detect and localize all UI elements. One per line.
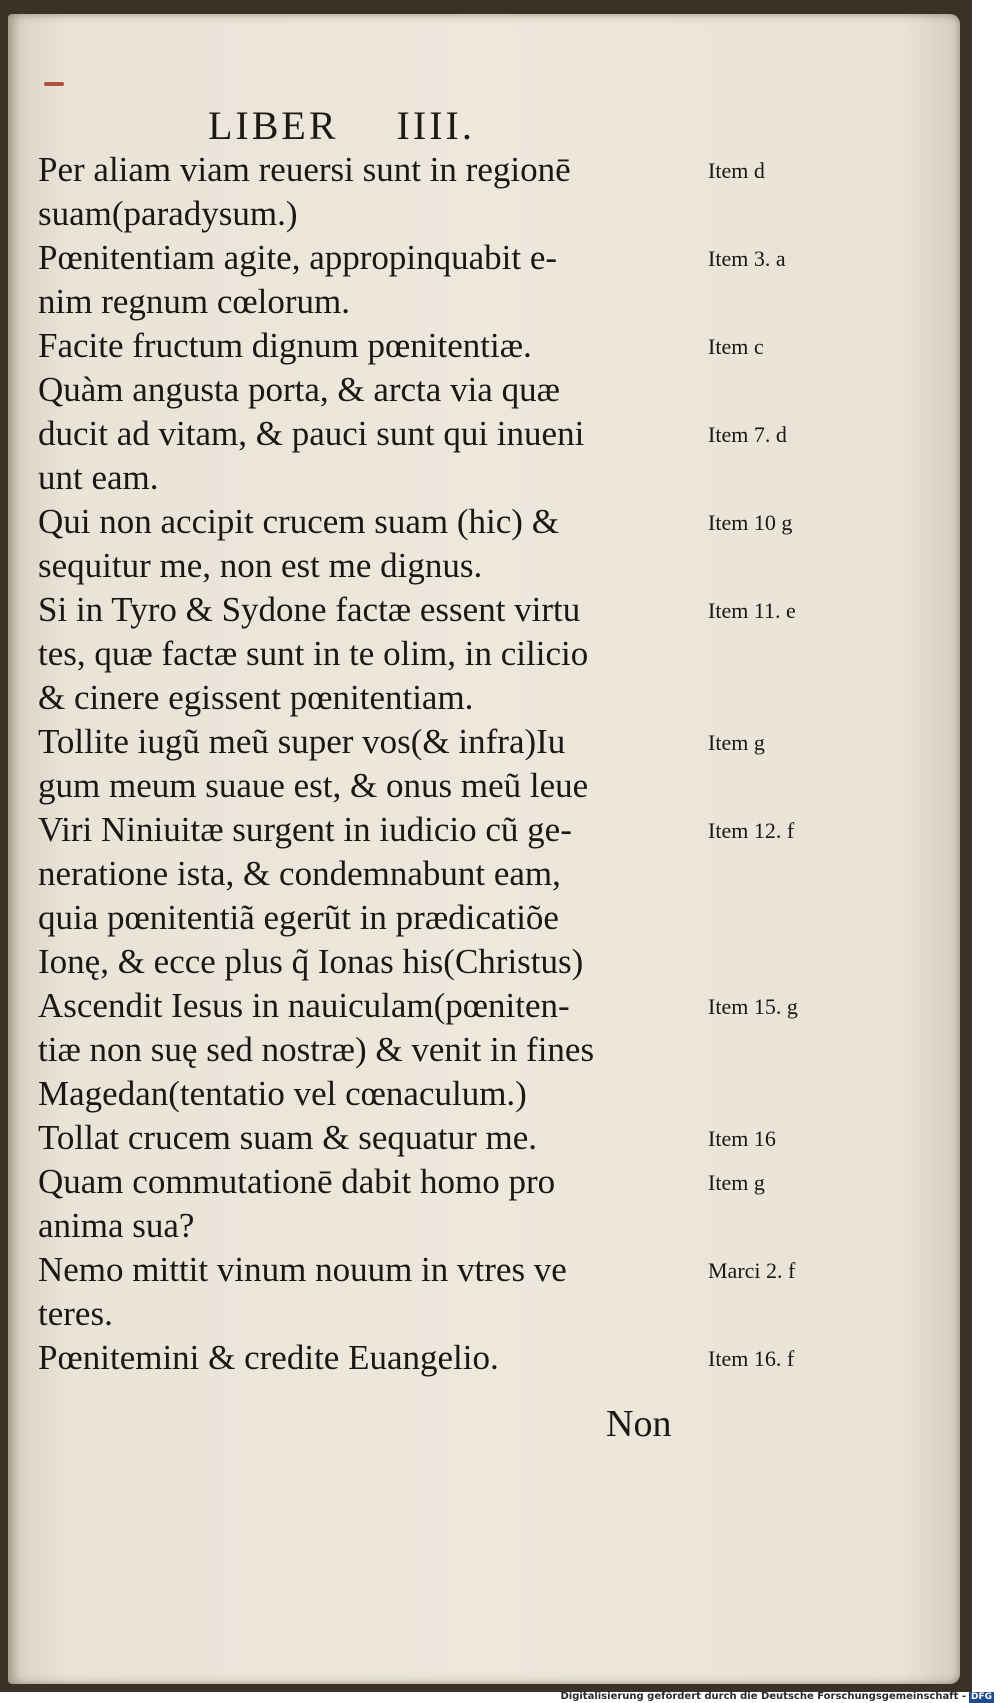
text-line: Magedan(tentatio vel cœnaculum.) <box>38 1074 527 1113</box>
text-line: anima sua? <box>38 1206 195 1245</box>
text-line: Viri Niniuitæ surgent in iudicio cũ ge- <box>38 810 572 849</box>
header-liber: LIBER <box>208 103 339 148</box>
text-line: Facite fructum dignum pœnitentiæ. <box>38 326 532 365</box>
text-line: neratione ista, & condemnabunt eam, <box>38 854 561 893</box>
text-line: ducit ad vitam, & pauci sunt qui inueni <box>38 414 585 453</box>
main-text <box>38 148 698 1380</box>
text-line: nim regnum cœlorum. <box>38 282 351 321</box>
text-line: Si in Tyro & Sydone factæ essent virtu <box>38 590 581 629</box>
text-line: tes, quæ factæ sunt in te olim, in cilicio <box>38 634 589 673</box>
running-header <box>208 102 475 149</box>
margin-reference: Item c <box>708 334 764 359</box>
ink-mark <box>44 82 64 86</box>
dfg-logo: DFG <box>970 1692 992 1702</box>
catchword: Non <box>606 1403 672 1445</box>
margin-reference: Item d <box>708 158 765 183</box>
text-line: suam(paradysum.) <box>38 194 298 233</box>
text-line: sequitur me, non est me dignus. <box>38 546 483 585</box>
text-line: Quam commutationē dabit homo pro <box>38 1162 556 1201</box>
margin-reference: Item 15. g <box>708 994 798 1019</box>
text-line: Tollat crucem suam & sequatur me. <box>38 1118 538 1157</box>
margin-reference: Item 10 g <box>708 510 793 535</box>
text-line: Qui non accipit crucem suam (hic) & <box>38 502 559 541</box>
text-line: Nemo mittit vinum nouum in vtres ve <box>38 1250 567 1289</box>
margin-reference: Item 16. f <box>708 1346 795 1371</box>
book-page <box>8 14 960 1684</box>
text-line: Quàm angusta porta, & arcta via quæ <box>38 370 560 409</box>
text-line: Per aliam viam reuersi sunt in regionē <box>38 150 571 189</box>
text-line: & cinere egissent pœnitentiam. <box>38 678 474 717</box>
text-line: Ascendit Iesus in nauiculam(pœniten- <box>38 986 570 1025</box>
text-line: tiæ non suę sed nostræ) & venit in fines <box>38 1030 595 1069</box>
text-line: unt eam. <box>38 458 159 497</box>
margin-reference: Item 11. e <box>708 598 796 623</box>
margin-reference: Item 3. a <box>708 246 786 271</box>
text-line: Pœnitemini & credite Euangelio. <box>38 1338 499 1377</box>
text-line: teres. <box>38 1294 113 1333</box>
margin-reference: Item g <box>708 730 765 755</box>
text-line: gum meum suaue est, & onus meũ leue <box>38 766 589 805</box>
margin-reference: Marci 2. f <box>708 1258 796 1283</box>
margin-reference: Item 16 <box>708 1126 776 1151</box>
header-number: IIII. <box>396 103 475 148</box>
digitization-credit: Digitalisierung gefördert durch die Deutsche Forschungsgemeinschaft - <box>560 1691 966 1702</box>
text-line: Pœnitentiam agite, appropinquabit e- <box>38 238 558 277</box>
text-line: Tollite iugũ meũ super vos(& infra)Iu <box>38 722 566 761</box>
margin-reference: Item 7. d <box>708 422 787 447</box>
text-line: quia pœnitentiã egerũt in prædicatiõe <box>38 898 559 937</box>
margin-reference: Item 12. f <box>708 818 795 843</box>
text-line: Ionę, & ecce plus q̃ Ionas his(Christus) <box>38 942 584 981</box>
margin-reference: Item g <box>708 1170 765 1195</box>
